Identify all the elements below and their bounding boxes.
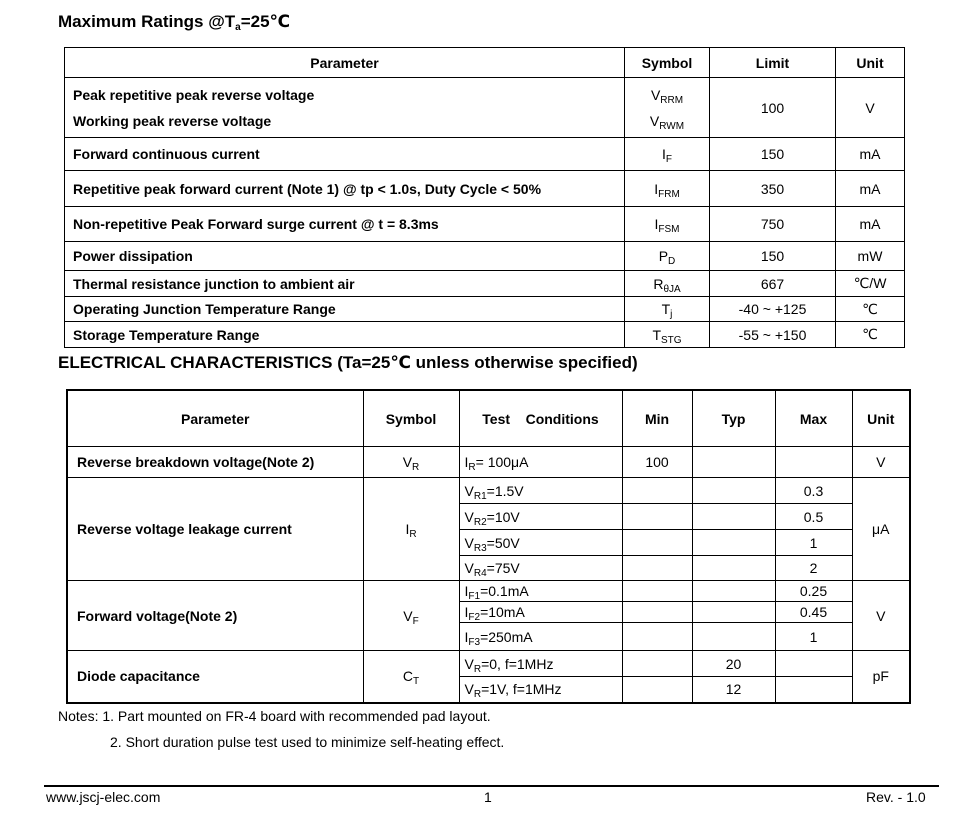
table-row xyxy=(65,171,905,207)
typ-cell: 20 xyxy=(692,651,775,677)
typ-cell xyxy=(692,602,775,623)
unit-cell: ℃ xyxy=(836,297,905,322)
header-max: Max xyxy=(775,390,852,447)
param-name: Forward voltage(Note 2) xyxy=(67,581,363,651)
table-row xyxy=(67,651,910,677)
unit-cell: pF xyxy=(852,651,910,703)
table-header-row xyxy=(67,390,910,447)
unit-cell: V xyxy=(852,447,910,478)
limit-cell: 100 xyxy=(710,78,836,138)
symbol: $I_{FSM}$ xyxy=(625,207,710,242)
typ-cell xyxy=(692,478,775,504)
footer-divider xyxy=(44,785,939,787)
max-cell: 1 xyxy=(775,530,852,556)
typ-cell xyxy=(692,556,775,581)
limit-cell: 150 xyxy=(710,138,836,171)
unit-cell: ℃ xyxy=(836,322,905,348)
revision: Rev. - 1.0 xyxy=(866,789,926,805)
param-name: Reverse breakdown voltage(Note 2) xyxy=(67,447,363,478)
limit-cell: -40 ~ +125 xyxy=(710,297,836,322)
table-row xyxy=(65,242,905,271)
param-name: Power dissipation xyxy=(65,242,625,271)
page-number: 1 xyxy=(484,789,492,805)
header-test-conditions: Test Conditions xyxy=(459,390,622,447)
condition: $I_{F3}=250mA$ xyxy=(459,623,622,651)
symbol: $R_{\theta JA}$ xyxy=(625,271,710,297)
electrical-table xyxy=(66,389,911,704)
max-cell: 0.45 xyxy=(775,602,852,623)
param-name: Diode capacitance xyxy=(67,651,363,703)
condition: $I_{F1}=0.1mA$ xyxy=(459,581,622,602)
max-cell: 0.25 xyxy=(775,581,852,602)
param-name: Forward continuous current xyxy=(65,138,625,171)
unit-cell: μA xyxy=(852,478,910,581)
param-name: Working peak reverse voltage xyxy=(73,112,272,129)
header-limit: Limit xyxy=(710,48,836,78)
symbol: $I_{FRM}$ xyxy=(625,171,710,207)
symbol: $C_T$ xyxy=(363,651,459,703)
param-cell xyxy=(65,78,625,138)
max-cell: 2 xyxy=(775,556,852,581)
symbol: $V_R$ xyxy=(363,447,459,478)
table-row xyxy=(65,322,905,348)
condition: $V_{R3}=50V$ xyxy=(459,530,622,556)
limit-cell: 350 xyxy=(710,171,836,207)
param-name: Peak repetitive peak reverse voltage xyxy=(73,86,315,103)
param-name: Repetitive peak forward current (Note 1) @ tp < 1.0s, Duty Cycle < 50% xyxy=(65,171,625,207)
header-unit: Unit xyxy=(836,48,905,78)
typ-cell xyxy=(692,581,775,602)
header-min: Min xyxy=(622,390,692,447)
table-row xyxy=(67,581,910,602)
table-row xyxy=(67,478,910,504)
param-name: Reverse voltage leakage current xyxy=(67,478,363,581)
header-symbol: Symbol xyxy=(363,390,459,447)
note-2: 2. Short duration pulse test used to minimize self-heating effect. xyxy=(110,734,505,750)
table-row xyxy=(67,447,910,478)
table-row xyxy=(65,271,905,297)
note-1: Notes: 1. Part mounted on FR-4 board with recommended pad layout. xyxy=(58,708,491,724)
max-ratings-table xyxy=(64,47,905,348)
unit-cell: mW xyxy=(836,242,905,271)
min-cell xyxy=(622,623,692,651)
header-parameter: Parameter xyxy=(65,48,625,78)
param-name: Storage Temperature Range xyxy=(65,322,625,348)
min-cell xyxy=(622,651,692,677)
max-cell xyxy=(775,677,852,703)
min-cell xyxy=(622,556,692,581)
unit-cell: ℃/W xyxy=(836,271,905,297)
footer-website: www.jscj-elec.com xyxy=(46,789,161,805)
unit-cell: V xyxy=(836,78,905,138)
condition: $V_R=1V$, f=1MHz xyxy=(459,677,622,703)
unit-cell: mA xyxy=(836,171,905,207)
typ-cell: 12 xyxy=(692,677,775,703)
header-parameter: Parameter xyxy=(67,390,363,447)
symbol: $T_{STG}$ xyxy=(625,322,710,348)
condition: $V_{R4}=75V$ xyxy=(459,556,622,581)
table-header-row xyxy=(65,48,905,78)
symbol: $V_{RRM}$ xyxy=(650,86,684,106)
header-typ: Typ xyxy=(692,390,775,447)
electrical-title: ELECTRICAL CHARACTERISTICS (Ta=25℃ unless otherwise specified) xyxy=(58,353,638,372)
min-cell xyxy=(622,581,692,602)
table-row xyxy=(65,78,905,138)
max-ratings-title: Maximum Ratings $@T_a=25℃$ xyxy=(58,12,291,33)
max-cell: 1 xyxy=(775,623,852,651)
unit-cell: V xyxy=(852,581,910,651)
header-unit: Unit xyxy=(852,390,910,447)
max-cell: 0.3 xyxy=(775,478,852,504)
limit-cell: 750 xyxy=(710,207,836,242)
max-cell xyxy=(775,651,852,677)
symbol: $P_D$ xyxy=(625,242,710,271)
table-row xyxy=(65,207,905,242)
limit-cell: 150 xyxy=(710,242,836,271)
max-cell: 0.5 xyxy=(775,504,852,530)
table-row xyxy=(65,297,905,322)
header-symbol: Symbol xyxy=(625,48,710,78)
min-cell xyxy=(622,504,692,530)
condition: $I_R= 100\mu A$ xyxy=(459,447,622,478)
symbol: $I_F$ xyxy=(625,138,710,171)
symbol: $T_j$ xyxy=(625,297,710,322)
typ-cell xyxy=(692,623,775,651)
condition: $I_{F2}=10mA$ xyxy=(459,602,622,623)
symbol: $V_F$ xyxy=(363,581,459,651)
condition: $V_{R2}=10V$ xyxy=(459,504,622,530)
table-row xyxy=(65,138,905,171)
unit-cell: mA xyxy=(836,138,905,171)
param-name: Non-repetitive Peak Forward surge current @ t = 8.3ms xyxy=(65,207,625,242)
limit-cell: -55 ~ +150 xyxy=(710,322,836,348)
param-name: Thermal resistance junction to ambient air xyxy=(65,271,625,297)
min-cell xyxy=(622,602,692,623)
min-cell: 100 xyxy=(622,447,692,478)
max-cell xyxy=(775,447,852,478)
limit-cell: 667 xyxy=(710,271,836,297)
condition: $V_{R1}=1.5V$ xyxy=(459,478,622,504)
typ-cell xyxy=(692,504,775,530)
symbol: $I_R$ xyxy=(363,478,459,581)
condition: $V_R=0$, f=1MHz xyxy=(459,651,622,677)
symbol: $V_{RWM}$ xyxy=(649,112,685,132)
min-cell xyxy=(622,677,692,703)
param-name: Operating Junction Temperature Range xyxy=(65,297,625,322)
symbol-cell xyxy=(625,78,710,138)
unit-cell: mA xyxy=(836,207,905,242)
typ-cell xyxy=(692,530,775,556)
min-cell xyxy=(622,478,692,504)
typ-cell xyxy=(692,447,775,478)
min-cell xyxy=(622,530,692,556)
